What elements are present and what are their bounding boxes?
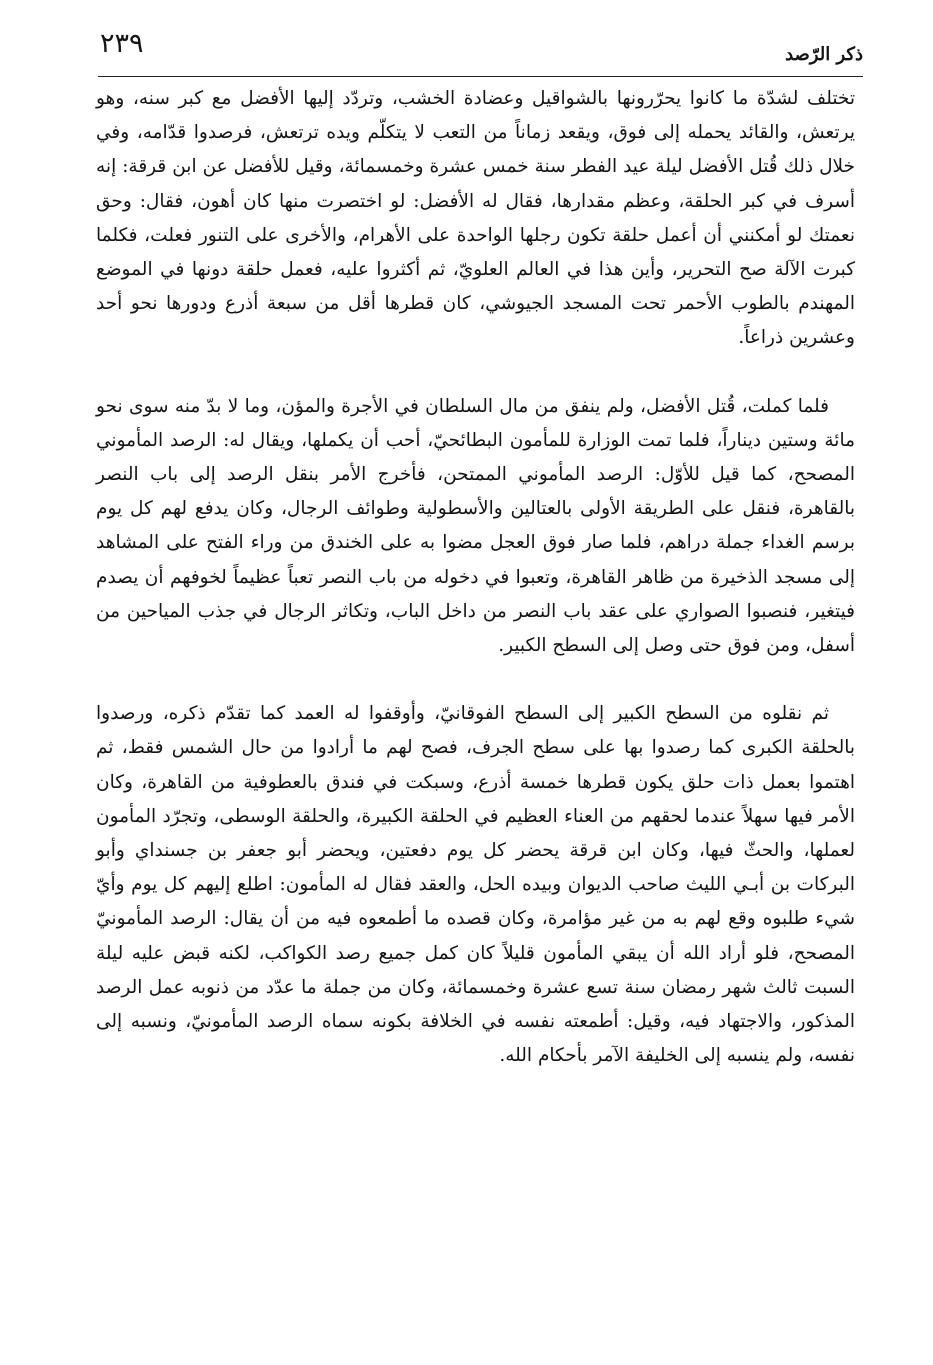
- page-number: ٢٣٩: [100, 28, 144, 59]
- paragraph-2: فلما كملت، قُتل الأفضل، ولم ينفق من مال السلطان في الأجرة والمؤن، وما لا بدّ منه سوى نحو مائة وستين ديناراً، فلما تمت الوزارة للمأمون البطائحيّ، أحب أن يكملها، ويقال له: الرصد المأموني المصحح، كما قيل للأوّل: الرصد المأموني الممتحن، فأخرج الأمر بنقل الرصد إلى باب النصر بالقاهرة، فنقل على الطريقة الأولى بالعتالين والأسطولية وطوائف الرجال، وكان يدفع لهم كل يوم برسم الغداء جملة دراهم، فلما صار فوق العجل مضوا به على الخندق من وراء الفتح على المشاهد إلى مسجد الذخيرة من ظاهر القاهرة، وتعبوا في دخوله من باب النصر تعباً عظيماً لخوفهم أن يصدم فيتغير، فنصبوا الصواري على عقد باب النصر من داخل الباب، وتكاثر الرجال في جذب المياحين من أسفل، ومن فوق حتى وصل إلى السطح الكبير.: [96, 395, 855, 657]
- running-title: ذكر الرّصد: [785, 44, 863, 65]
- paragraph-gap: [96, 356, 855, 390]
- paragraph-gap: [96, 663, 855, 697]
- running-head: [100, 28, 863, 72]
- header-rule: [98, 76, 863, 77]
- body-text: [96, 82, 855, 1073]
- paragraph-1: تختلف لشدّة ما كانوا يحرّرونها بالشواقيل وعضادة الخشب، وتردّد إليها الأفضل مع كبر سنه، وهو يرتعش، والقائد يحمله إلى فوق، ويقعد زماناً من التعب لا يتكلّم ويده ترتعش، فرصدوا قدّامه، وفي خلال ذلك قُتل الأفضل ليلة عيد الفطر سنة خمس عشرة وخمسمائة، وقيل للأفضل عن ابن قرقة: إنه أسرف في كبر الحلقة، وعظم مقدارها، فقال له الأفضل: لو اختصرت منها كان أهون، فقال: وحق نعمتك لو أمكنني أن أعمل حلقة تكون رجلها الواحدة على الأهرام، والأخرى على التنور فعلت، فكلما كبرت الآلة صح التحرير، وأين هذا في العالم العلويّ، ثم أكثروا عليه، فعمل حلقة دونها في الموضع المهندم بالطوب الأحمر تحت المسجد الجيوشي، كان قطرها أقل من سبعة أذرع ودورها نحو أحد وعشرين ذراعاً.: [96, 88, 855, 349]
- paragraph-3: ثم نقلوه من السطح الكبير إلى السطح الفوقانيّ، وأوقفوا له العمد كما تقدّم ذكره، ورصدوا بالحلقة الكبرى كما رصدوا بها على سطح الجرف، فصح لهم ما أرادوا من حال الشمس فقط، ثم اهتموا بعمل ذات حلق يكون قطرها خمسة أذرع، وسبكت في فندق بالعطوفية من القاهرة، وكان الأمر فيها سهلاً عندما لحقهم من العناء العظيم في الحلقة الكبيرة، والحلقة الوسطى، وتجرّد المأمون لعملها، والحثّ فيها، وكان ابن قرقة يحضر كل يوم دفعتين، ويحضر أبو جعفر بن جسنداي وأبو البركات بن أبـي الليث صاحب الديوان وبيده الحل، والعقد فقال له المأمون: اطلع إليهم كل يوم وأيّ شيء طلبوه وقع لهم به من غير مؤامرة، وكان قصده ما أطمعوه فيه من أن يقال: الرصد المأمونيّ المصحح، فلو أراد الله أن يبقي المأمون قليلاً كان كمل جميع رصد الكواكب، لكنه قبض عليه ليلة السبت ثالث شهر رمضان سنة تسع عشرة وخمسمائة، وكان من جملة ما عدّد من ذنوبه عمل الرصد المذكور، والاجتهاد فيه، وقيل: أطمعته نفسه في الخلافة بكونه سماه الرصد المأمونيّ، ونسبه إلى نفسه، ولم ينسبه إلى الخليفة الآمر بأحكام الله.: [96, 703, 855, 1067]
